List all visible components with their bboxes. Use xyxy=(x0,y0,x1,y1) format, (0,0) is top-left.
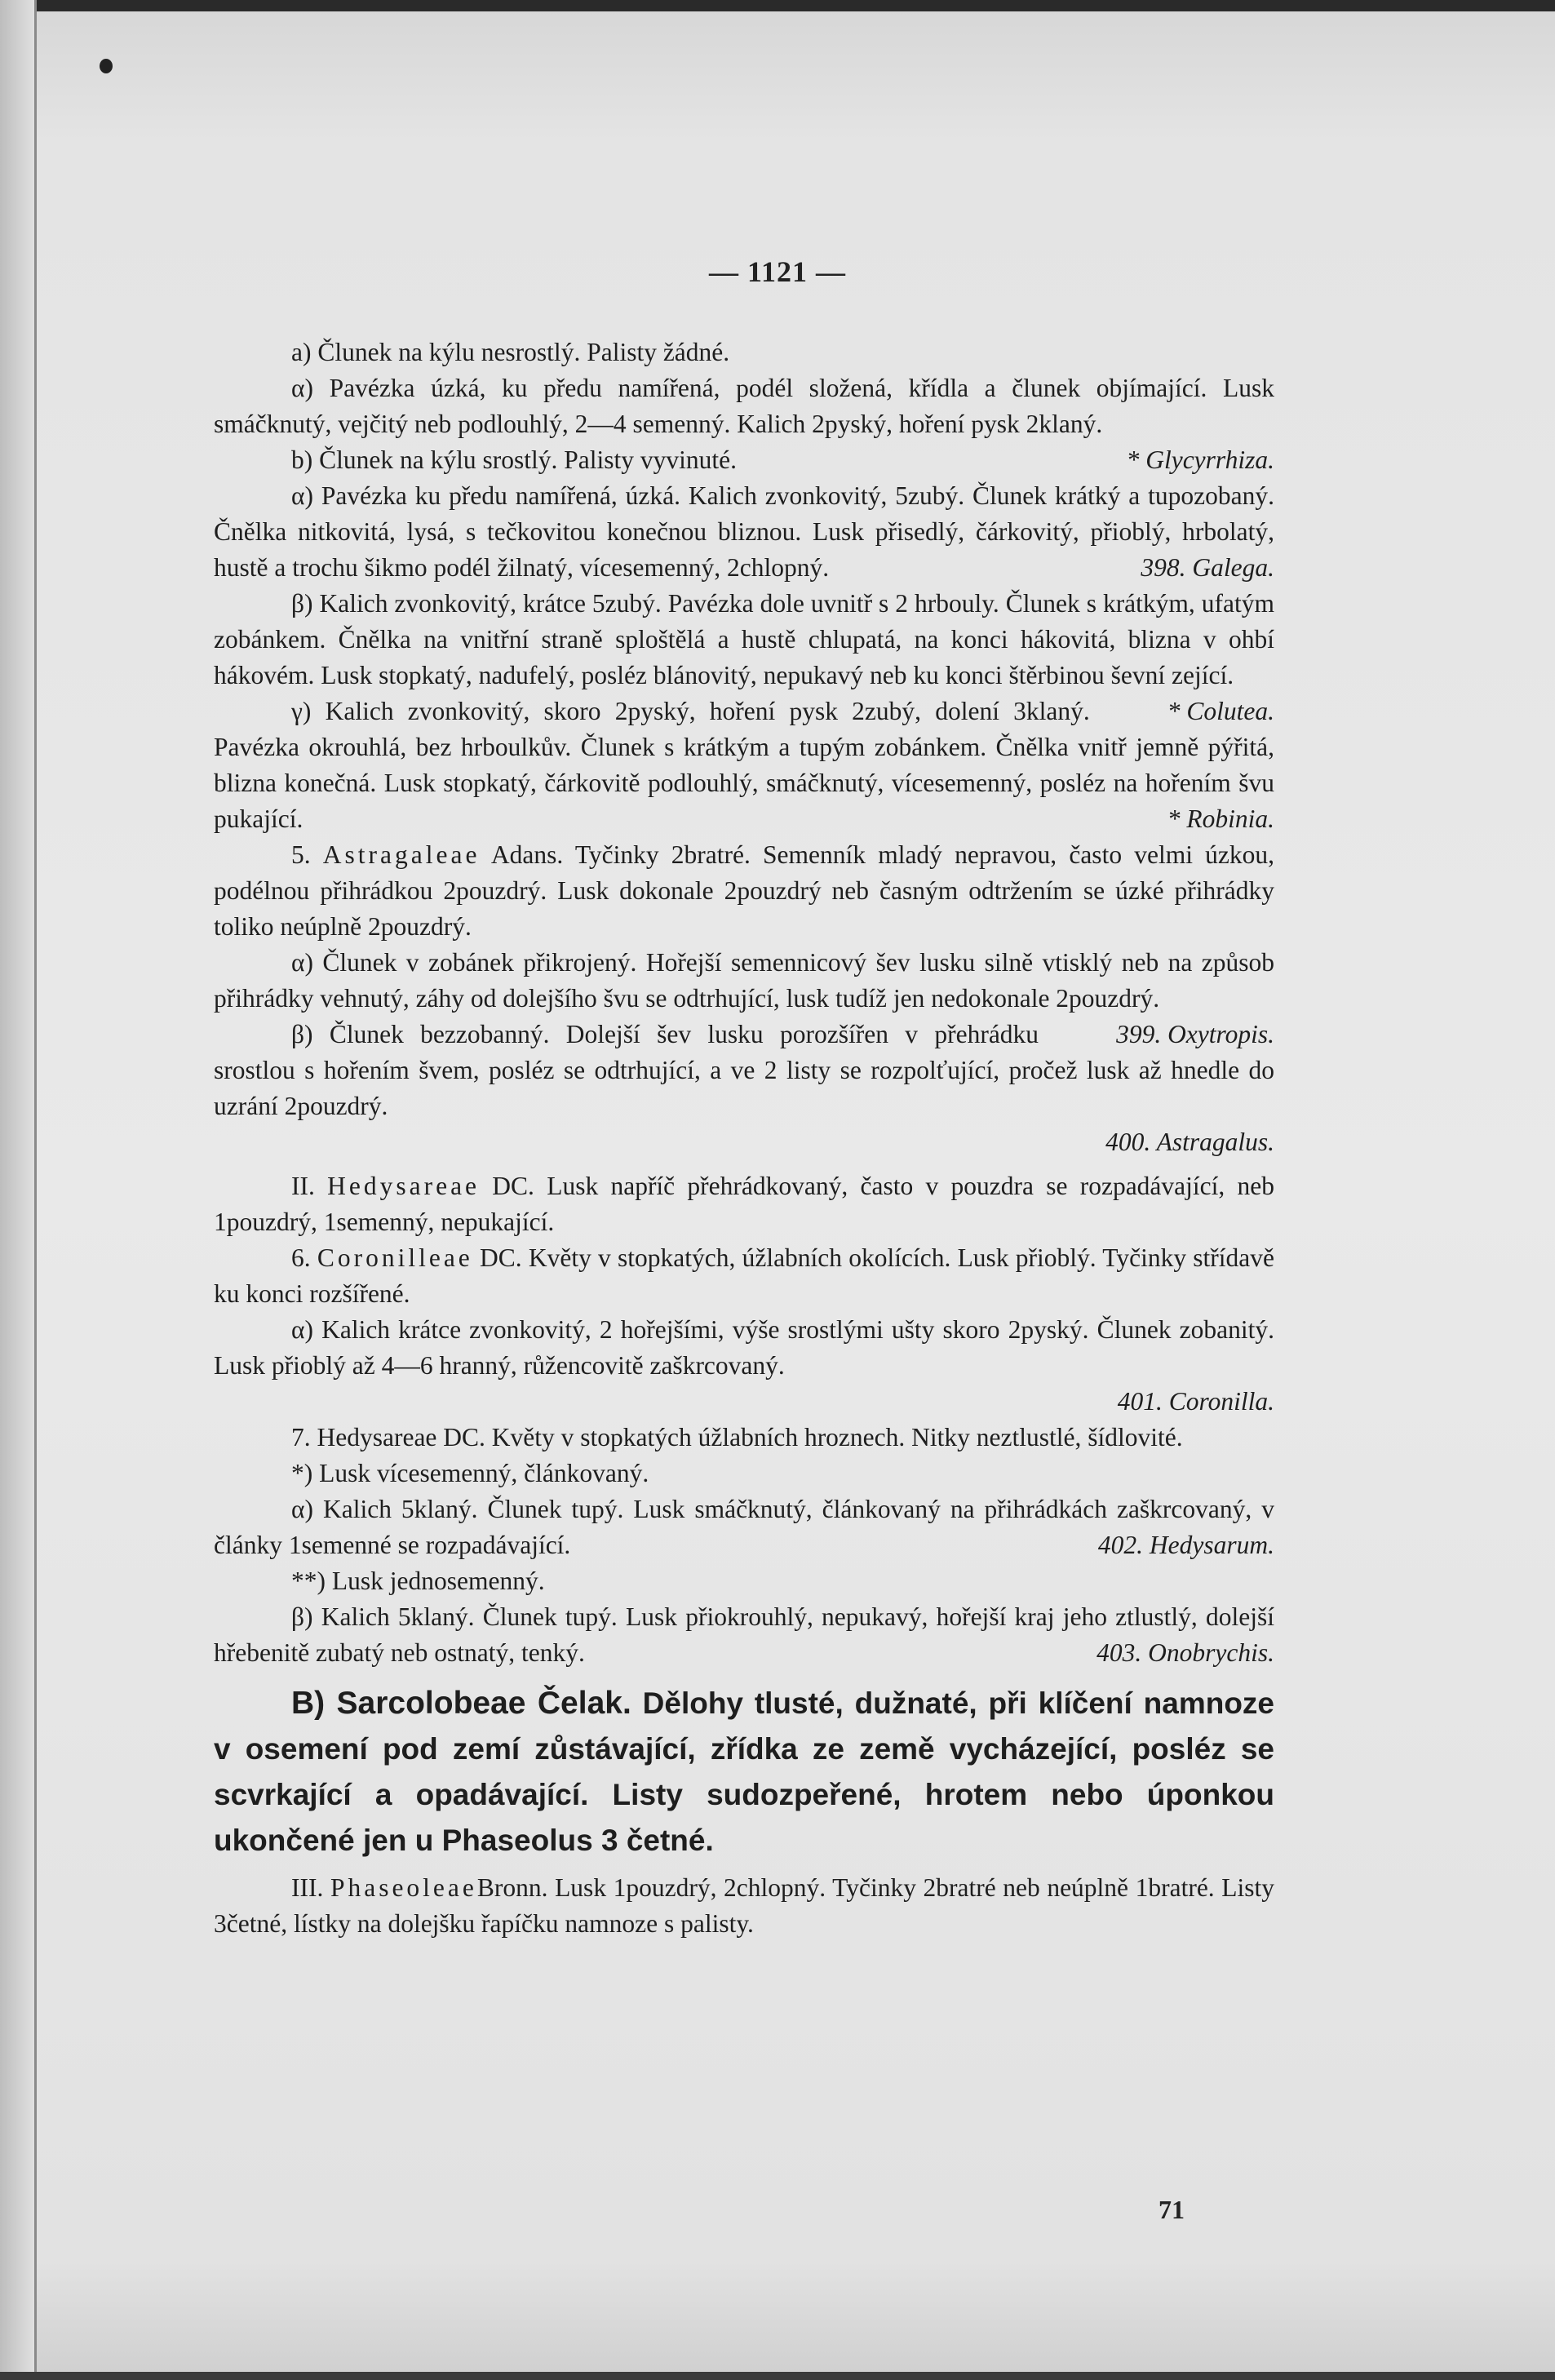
genus-oxytropis: 399. Oxytropis. xyxy=(1116,1020,1274,1048)
paragraph-astragaleae: 5. Astragaleae Adans. Tyčinky 2bratré. Semenník mladý nepravou, často velmi úzkou, podélnou přihrádkou 2pouzdrý. Lusk dokonale 2pouzdrý neb časným odtržením se úzké přihrádky toliko neúplně 2pouzdrý. xyxy=(214,840,1275,941)
paragraph-phaseoleae: III. PhaseoleaeBronn. Lusk 1pouzdrý, 2chlopný. Tyčinky 2bratré neb neúplně 1bratré. Listy 3četné, lístky na dolejšku řapíčku namnoze s palisty. xyxy=(214,1873,1275,1938)
tribe-hedysareae: Hedysareae xyxy=(327,1172,481,1200)
section-heading: B) Sarcolobeae Čelak. xyxy=(291,1686,631,1721)
page-body xyxy=(214,335,1274,1942)
paragraph-coronilleae: 6. Coronilleae DC. Květy v stopkatých, úžlabních okolících. Lusk přioblý. Tyčinky střídavě ku konci rozšířené. xyxy=(214,1243,1275,1308)
paragraph-beta-1: β) Kalich zvonkovitý, krátce 5zubý. Pavézka dole uvnitř s 2 hrbouly. Člunek s krátkým, ufatým zobánkem. Čnělka na vnitřní straně sploštělá a hustě chlupatá, na konci hákovitá, blizna v ohbí hákovém. Lusk stopkatý, nadufelý, posléz blánovitý, nepukavý neb ku konci štěrbinou ševní zející. * Colutea. xyxy=(214,586,1274,694)
paragraph-alpha-5: α) Kalich 5klaný. Člunek tupý. Lusk smáčknutý, článkovaný na přihrádkách zaškrcovaný, v články 1semenné se rozpadávající. 402. Hedysarum. xyxy=(214,1491,1274,1563)
paragraph-star-2: **) Lusk jednosemenný. xyxy=(291,1567,545,1595)
scan-top-border xyxy=(0,0,1555,11)
paragraph-alpha-1: α) Pavézka úzká, ku předu namířená, podél složená, křídla a člunek objímající. Lusk smáčknutý, vejčitý neb podlouhlý, 2—4 semenný. Kalich 2pyský, hoření pysk 2klaný. * Glycyrrhiza. xyxy=(214,370,1274,442)
ink-dot xyxy=(100,59,113,73)
paragraph-b: b) Člunek na kýlu srostlý. Palisty vyvinuté. xyxy=(291,445,737,474)
section-sarcolobeae: B) Sarcolobeae Čelak. Dělohy tlusté, dužnaté, při klíčení namnoze v osemení pod zemí zůstávající, zřídka ze země vycházející, posléz se scvrkající a opadávající. Listy sudozpeřené, hrotem nebo úponkou ukončené jen u Phaseolus 3 četné. xyxy=(214,1686,1275,1857)
genus-astragalus: 400. Astragalus. xyxy=(1105,1128,1274,1156)
paragraph-alpha-3: α) Člunek v zobánek přikrojený. Hořejší semennicový šev lusku silně vtisklý neb na způsob přihrádky vehnutý, záhy od dolejšího švu se odtrhující, lusk tudíž jen nedokonale 2pouzdrý. 399. Oxytropis. xyxy=(214,945,1274,1017)
paragraph-gamma: γ) Kalich zvonkovitý, skoro 2pyský, hoření pysk 2zubý, dolení 3klaný. Pavézka okrouhlá, bez hrboulkův. Člunek s krátkým a tupým zobánkem. Čnělka vnitř jemně pýřitá, blizna konečná. Lusk stopkatý, čárkovitě podlouhlý, smáčknutý, vícesemenný, posléz na hořením švu pukající. * Robinia. xyxy=(214,694,1274,837)
paragraph-beta-3: β) Kalich 5klaný. Člunek tupý. Lusk přiokrouhlý, nepukavý, hořejší kraj jeho ztlustlý, dolejší hřebenitě zubatý neb ostnatý, tenký. 403. Onobrychis. xyxy=(214,1599,1274,1671)
signature-number: 71 xyxy=(1158,2195,1185,2224)
scan-bottom-border xyxy=(0,2372,1555,2380)
paragraph-alpha-4: α) Kalich krátce zvonkovitý, 2 hořejšími, výše srostlými ušty skoro 2pyský. Člunek zobanitý. Lusk přioblý až 4—6 hranný, růžencovitě zaškrcovaný. xyxy=(214,1315,1274,1380)
genus-hedysarum: 402. Hedysarum. xyxy=(1097,1531,1274,1559)
genus-glycyrrhiza: * Glycyrrhiza. xyxy=(1126,445,1274,474)
paragraph-hedysareae-tribe: II. Hedysareae DC. Lusk napříč přehrádkovaný, často v pouzdra se rozpadávající, neb 1pouzdrý, 1semenný, nepukající. xyxy=(214,1172,1274,1236)
paragraph-beta-2: β) Člunek bezzobanný. Dolejší šev lusku porozšířen v přehrádku srostlou s hořením švem, posléz se odtrhující, a ve 2 listy se rozpolťující, pročež lusk až hnedle do uzrání 2pouzdrý. xyxy=(214,1020,1274,1120)
paragraph-a: a) Člunek na kýlu nesrostlý. Palisty žádné. xyxy=(291,338,730,366)
genus-galega: 398. Galega. xyxy=(1141,553,1274,582)
book-spine-edge xyxy=(0,0,37,2380)
genus-coronilla: 401. Coronilla. xyxy=(1117,1387,1274,1416)
tribe-astragaleae: Astragaleae xyxy=(322,840,481,869)
genus-colutea: * Colutea. xyxy=(1167,697,1274,725)
genus-onobrychis: 403. Onobrychis. xyxy=(1096,1638,1274,1667)
page-number: — 1121 — xyxy=(708,255,846,288)
paragraph-star-1: *) Lusk vícesemenný, článkovaný. xyxy=(291,1459,649,1487)
tribe-coronilleae: Coronilleae xyxy=(317,1243,473,1272)
paragraph-hedysareae: 7. Hedysareae DC. Květy v stopkatých úžlabních hroznech. Nitky neztlustlé, šídlovité. xyxy=(291,1423,1183,1451)
tribe-phaseoleae: Phaseoleae xyxy=(330,1873,477,1902)
paragraph-alpha-2: α) Pavézka ku předu namířená, úzká. Kalich zvonkovitý, 5zubý. Člunek krátký a tupozobaný. Čnělka nitkovitá, lysá, s tečkovitou konečnou bliznou. Lusk přisedlý, čárkovitý, přioblý, hrbolatý, hustě a trochu šikmo podél žilnatý, vícesemenný, 2chlopný. 398. Galega. xyxy=(214,478,1274,586)
genus-robinia: * Robinia. xyxy=(1167,804,1274,833)
